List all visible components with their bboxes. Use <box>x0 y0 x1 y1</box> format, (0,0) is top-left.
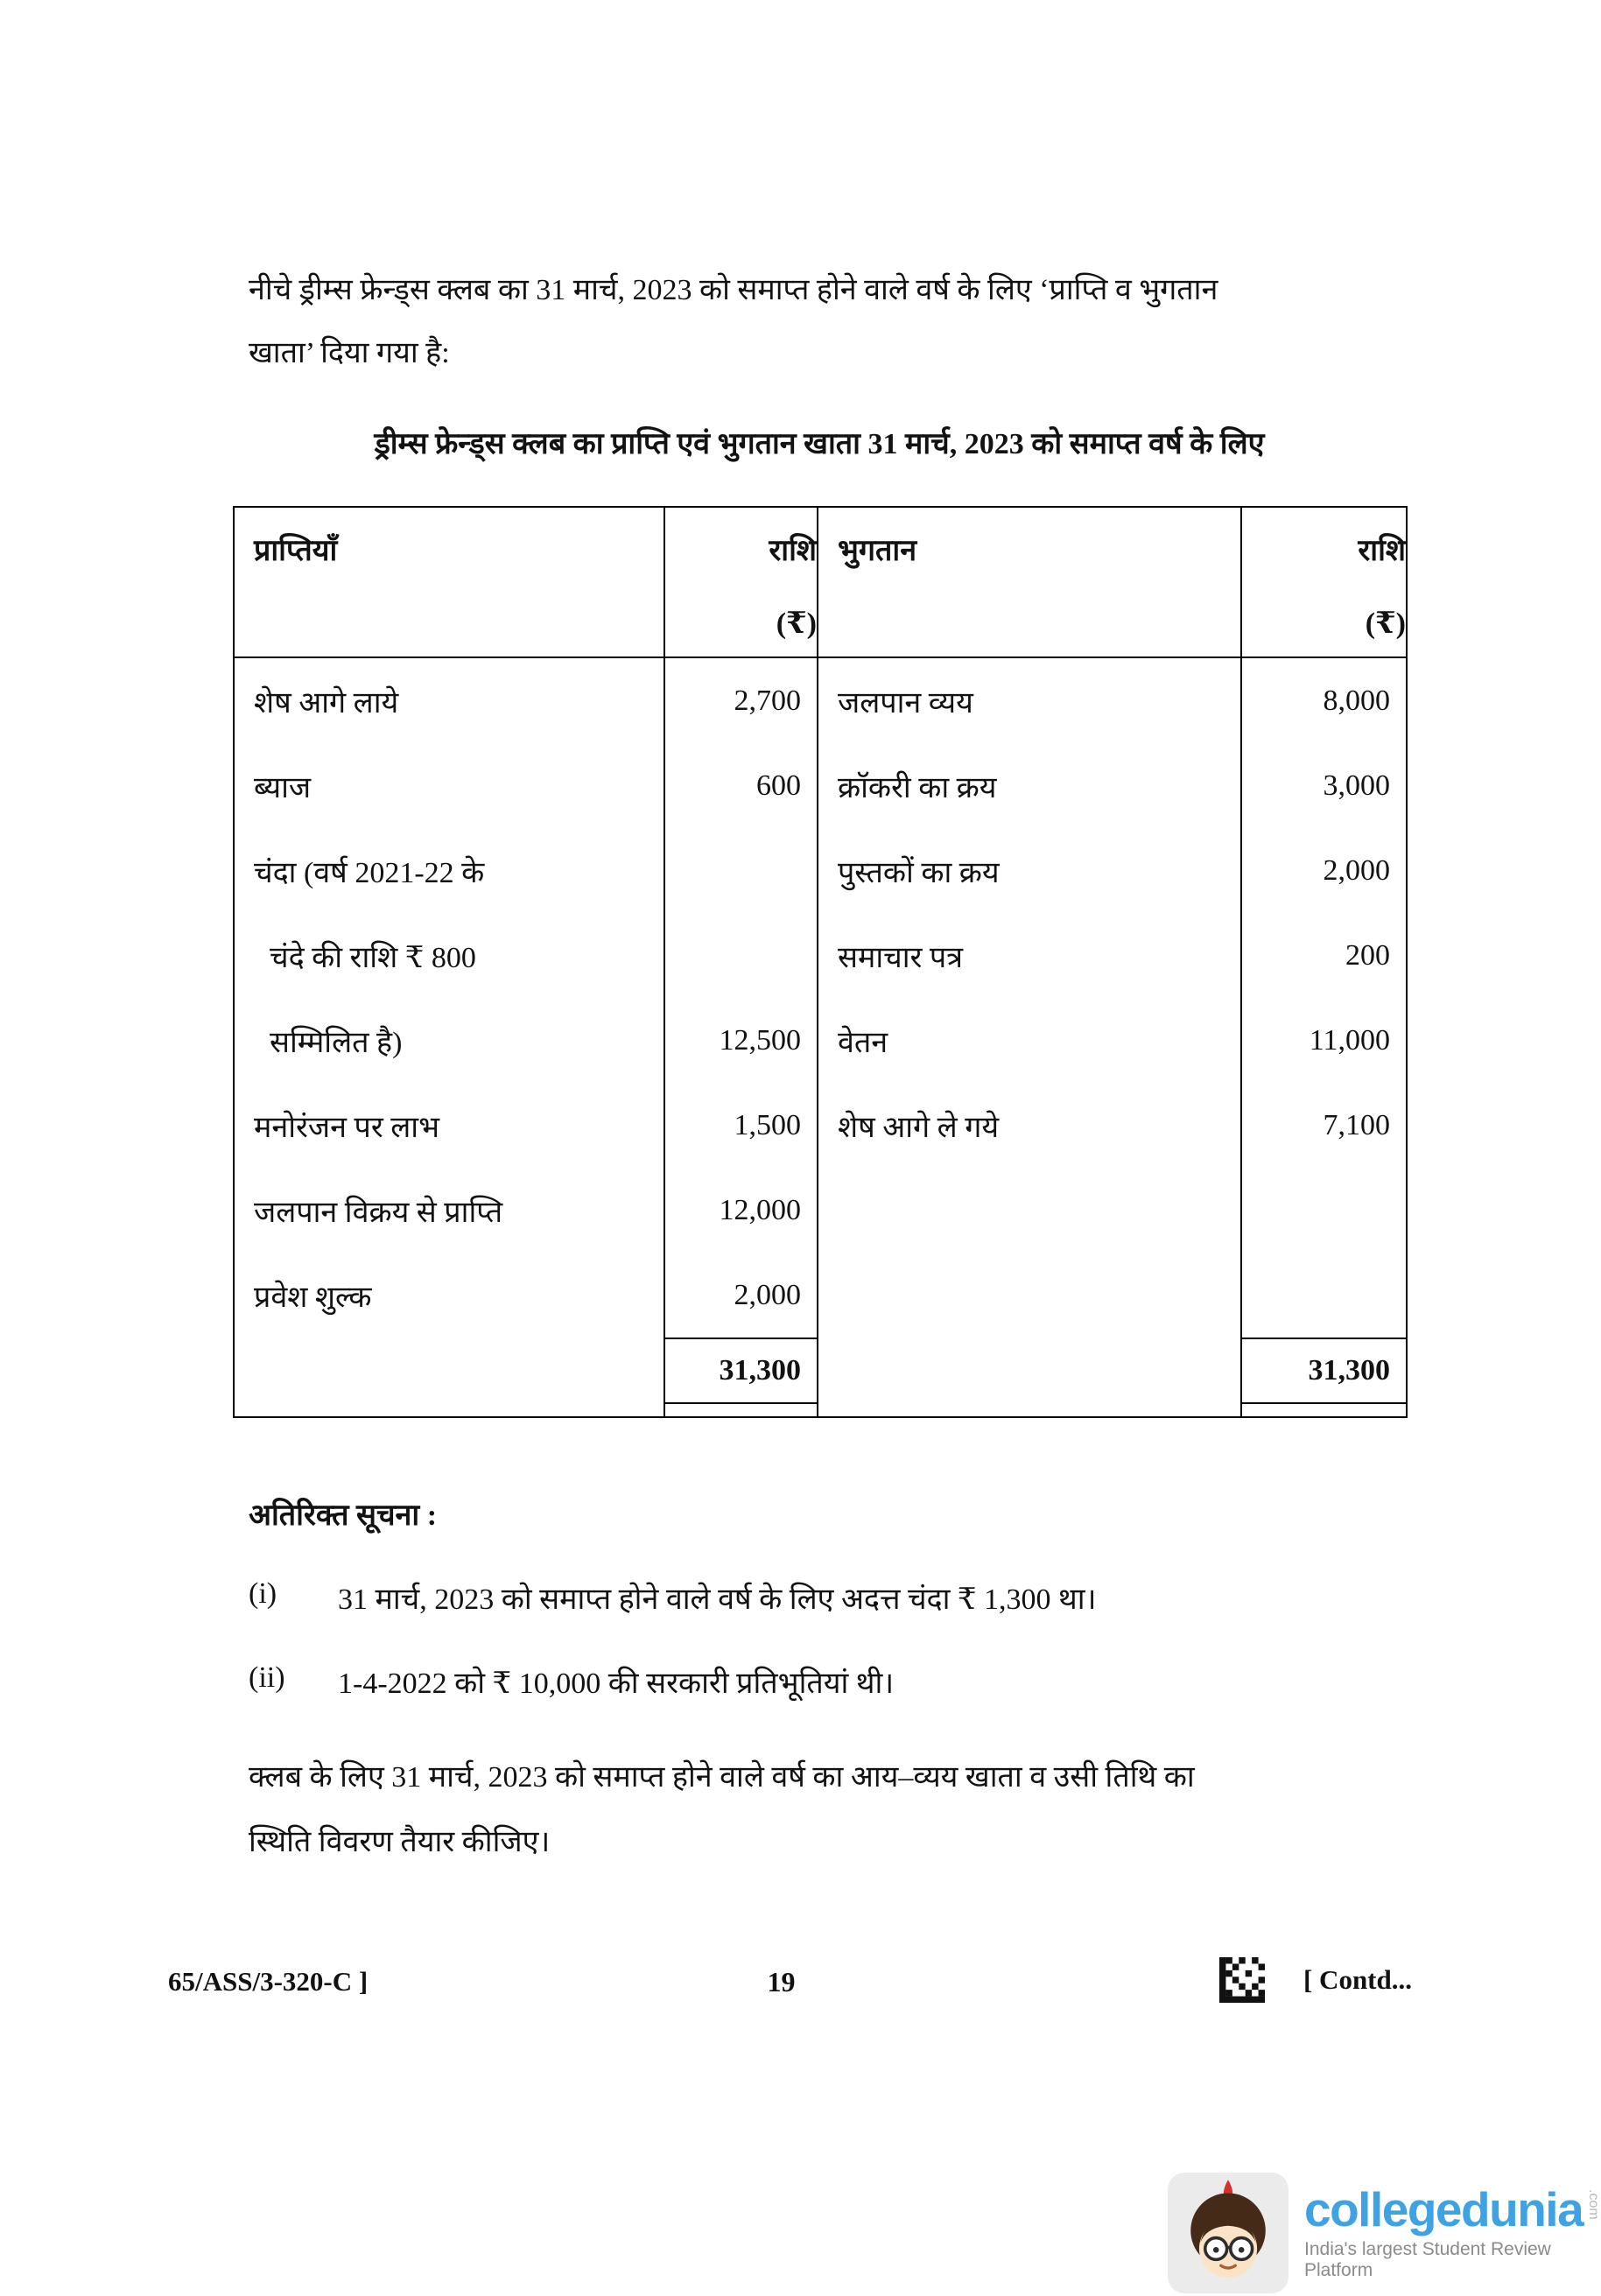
receipt-label: चंदा (वर्ष 2021-22 के <box>235 828 665 913</box>
item-text: 1-4-2022 को ₹ 10,000 की सरकारी प्रतिभूतियां थी। <box>338 1668 895 1700</box>
receipt-amount: 12,500 <box>665 998 818 1083</box>
receipts-total: 31,300 <box>665 1338 818 1404</box>
header-currency: (₹) <box>776 607 817 640</box>
receipt-amount <box>665 913 818 998</box>
additional-info-item <box>249 1577 1096 1618</box>
header-currency: (₹) <box>1365 607 1406 640</box>
barcode-icon <box>1219 1957 1265 2003</box>
header-receipts-amount <box>665 508 818 658</box>
payment-amount: 200 <box>1345 938 1390 972</box>
header-amount-word: राशि <box>769 535 817 567</box>
intro-line-2: खाता’ दिया गया है: <box>249 337 450 369</box>
intro-paragraph <box>249 259 1439 385</box>
closing-instruction <box>249 1745 1439 1875</box>
collegedunia-logo <box>1168 2173 1601 2293</box>
payment-label: शेष आगे ले गये <box>818 1083 1242 1168</box>
additional-info-heading: अतिरिक्त सूचना : <box>249 1499 438 1532</box>
brand-name: collegedunia <box>1304 2181 1583 2236</box>
payment-label <box>818 1253 1242 1338</box>
receipt-label: सम्मिलित है) <box>235 998 665 1083</box>
payment-label <box>818 1168 1242 1253</box>
item-label: (ii) <box>249 1661 285 1694</box>
footer-right <box>1219 1957 1412 2003</box>
paper-code: 65/ASS/3-320-C ] <box>168 1966 369 1997</box>
payment-amount: 3,000 <box>1323 769 1390 802</box>
header-receipts: प्राप्तियाँ <box>235 508 665 658</box>
page-number: 19 <box>767 1966 796 1998</box>
payment-label: समाचार पत्र <box>818 913 1242 998</box>
brand-row <box>1304 2181 1601 2236</box>
table-bottom-strip <box>665 1404 818 1416</box>
collegedunia-mascot-icon <box>1168 2173 1289 2293</box>
receipt-label: प्रवेश शुल्क <box>235 1253 665 1338</box>
receipt-label: शेष आगे लाये <box>235 658 665 743</box>
table-bottom-strip <box>1242 1404 1406 1416</box>
logo-text-block <box>1304 2181 1601 2281</box>
closing-line-2: स्थिति विवरण तैयार कीजिए। <box>249 1826 551 1858</box>
receipt-label: मनोरंजन पर लाभ <box>235 1083 665 1168</box>
item-text: 31 मार्च, 2023 को समाप्त होने वाले वर्ष के लिए अदत्त चंदा ₹ 1,300 था। <box>338 1583 1097 1616</box>
closing-line-1: क्लब के लिए 31 मार्च, 2023 को समाप्त होने वाले वर्ष का आय–व्यय खाता व उसी तिथि का <box>249 1761 1195 1794</box>
receipt-amount: 2,000 <box>665 1253 818 1338</box>
payment-label: क्रॉकरी का क्रय <box>818 743 1242 828</box>
payment-amount: 2,000 <box>1323 853 1390 887</box>
receipt-label: जलपान विक्रय से प्राप्ति <box>235 1168 665 1253</box>
receipts-payments-table <box>233 506 1408 1418</box>
header-amount-word: राशि <box>1358 535 1406 567</box>
payment-label: जलपान व्यय <box>818 658 1242 743</box>
table-bottom-strip <box>235 1404 665 1416</box>
receipt-label: चंदे की राशि ₹ 800 <box>235 913 665 998</box>
additional-info-item <box>249 1661 894 1702</box>
receipt-amount <box>665 828 818 913</box>
contd-label: [ Contd... <box>1303 1964 1412 1995</box>
brand-suffix: .com <box>1586 2188 1601 2220</box>
payment-label: वेतन <box>818 998 1242 1083</box>
payment-amount: 8,000 <box>1323 684 1390 717</box>
payment-amount: 7,100 <box>1323 1108 1390 1141</box>
totals-spacer <box>818 1338 1242 1404</box>
receipt-amount: 12,000 <box>665 1168 818 1253</box>
payment-amount <box>1242 1168 1406 1253</box>
payments-total: 31,300 <box>1242 1338 1406 1404</box>
receipt-amount: 1,500 <box>665 1083 818 1168</box>
brand-tagline: India's largest Student Review Platform <box>1304 2238 1551 2280</box>
header-payments-amount <box>1242 508 1406 658</box>
totals-spacer <box>235 1338 665 1404</box>
receipt-label: ब्याज <box>235 743 665 828</box>
table-title: ड्रीम्स फ्रेन्ड्स क्लब का प्राप्ति एवं भुगतान खाता 31 मार्च, 2023 को समाप्त वर्ष के लिए <box>374 428 1265 460</box>
table-bottom-strip <box>818 1404 1242 1416</box>
header-payments: भुगतान <box>818 508 1242 658</box>
receipt-amount: 2,700 <box>665 658 818 743</box>
payment-amount <box>1242 1253 1406 1338</box>
payment-label: पुस्तकों का क्रय <box>818 828 1242 913</box>
payment-amount: 11,000 <box>1309 1023 1390 1057</box>
item-label: (i) <box>249 1577 277 1610</box>
receipt-amount: 600 <box>665 743 818 828</box>
intro-line-1: नीचे ड्रीम्स फ्रेन्ड्स क्लब का 31 मार्च, 2023 को समाप्त होने वाले वर्ष के लिए ‘प्राप्ति व भुगतान <box>249 274 1218 306</box>
